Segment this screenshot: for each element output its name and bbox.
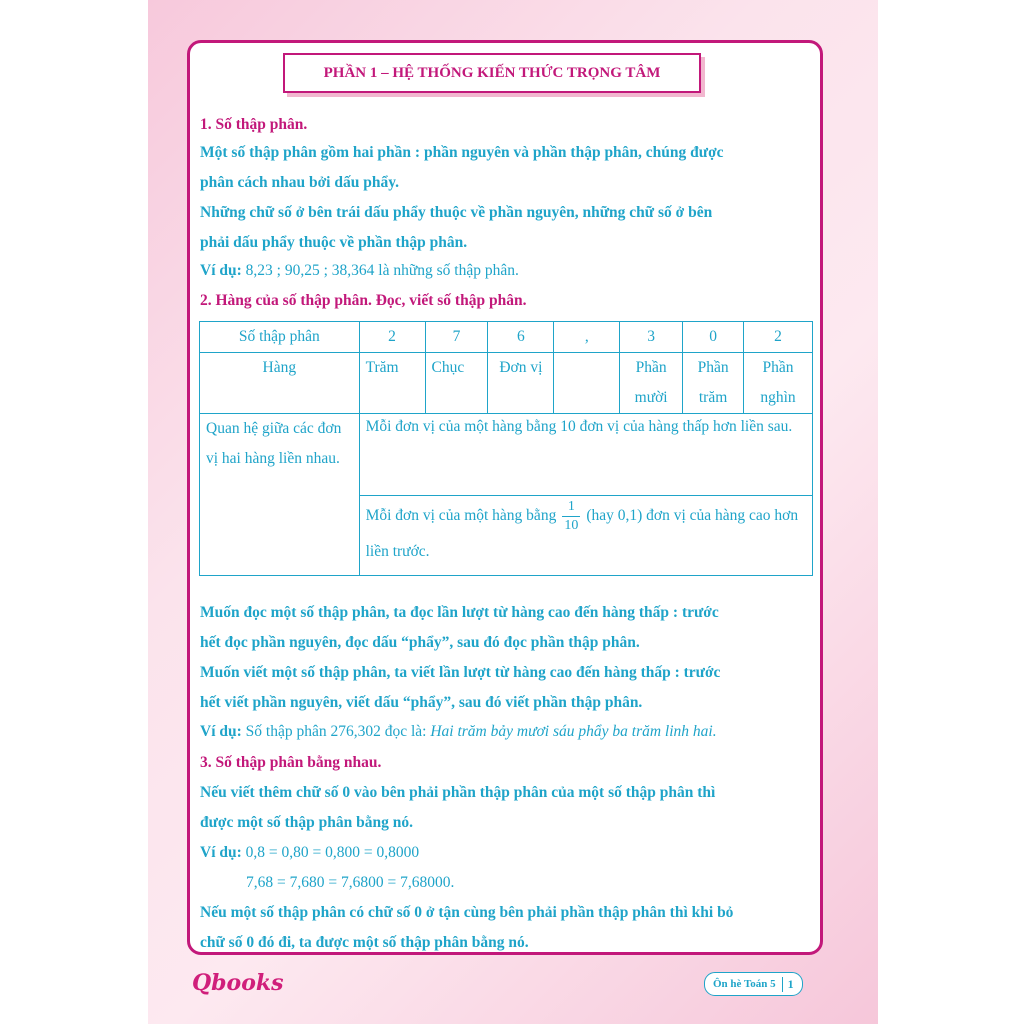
s2-example — [200, 717, 717, 747]
table-row-place — [200, 353, 813, 414]
read-line2: hết đọc phần nguyên, đọc dấu “phẩy”, sau đó đọc phần thập phân. — [200, 634, 640, 651]
footer-badge — [704, 972, 803, 996]
example-italic: Hai trăm bảy mươi sáu phẩy ba trăm linh hai. — [430, 723, 717, 740]
s3-p2-line2: chữ số 0 đó đi, ta được một số thập phân bằng nó. — [200, 934, 529, 951]
example-text: Số thập phân 276,302 đọc là: — [241, 723, 431, 740]
table-cell: 7 — [425, 322, 488, 353]
s3-p2-line1: Nếu một số thập phân có chữ số 0 ở tận cùng bên phải phần thập phân thì khi bỏ — [200, 904, 734, 921]
relation-2-after: (hay 0,1) đơn vị của hàng cao hơn liền trước. — [365, 507, 799, 560]
table-cell: , — [554, 322, 620, 353]
table-cell: 3 — [620, 322, 683, 353]
example-line1: 0,8 = 0,80 = 0,800 = 0,8000 — [241, 844, 420, 861]
table-cell: Trăm — [359, 353, 425, 414]
fraction-numerator: 1 — [562, 498, 580, 517]
place-value-table — [199, 321, 813, 576]
s3-p1-line1: Nếu viết thêm chữ số 0 vào bên phải phần thập phân của một số thập phân thì — [200, 784, 716, 801]
relation-2 — [359, 496, 812, 576]
example-label: Ví dụ: — [200, 844, 242, 861]
heading-2: 2. Hàng của số thập phân. Đọc, viết số thập phân. — [200, 292, 527, 309]
read-line1: Muốn đọc một số thập phân, ta đọc lần lượt từ hàng cao đến hàng thấp : trước — [200, 604, 719, 621]
s1-example — [200, 256, 519, 286]
table-cell: 0 — [683, 322, 744, 353]
s1-p2-line2: phải dấu phẩy thuộc về phần thập phân. — [200, 234, 468, 251]
section-title: PHẦN 1 – HỆ THỐNG KIẾN THỨC TRỌNG TÂM — [323, 64, 661, 81]
write-line2: hết viết phần nguyên, viết dấu “phẩy”, sau đó viết phần thập phân. — [200, 694, 643, 711]
table-cell: 2 — [744, 322, 813, 353]
page-number: 1 — [782, 977, 794, 992]
heading-1: 1. Số thập phân. — [200, 116, 308, 133]
table-row-number — [200, 322, 813, 353]
table-cell: Hàng — [200, 353, 360, 414]
table-cell — [554, 353, 620, 414]
relation-label: Quan hệ giữa các đơn vị hai hàng liền nhau. — [200, 414, 360, 576]
fraction — [562, 498, 580, 535]
table-row-relation-1 — [200, 414, 813, 496]
section-title-box — [283, 53, 701, 93]
s1-p1-line1: Một số thập phân gồm hai phần : phần nguyên và phần thập phân, chúng được — [200, 144, 724, 161]
table-cell: Phần trăm — [683, 353, 744, 414]
table-cell: Phần mười — [620, 353, 683, 414]
example-label: Ví dụ: — [200, 723, 242, 740]
s3-p1-line2: được một số thập phân bằng nó. — [200, 814, 413, 831]
example-label: Ví dụ: — [200, 262, 242, 279]
table-cell: Chục — [425, 353, 488, 414]
relation-1: Mỗi đơn vị của một hàng bằng 10 đơn vị của hàng thấp hơn liền sau. — [359, 414, 812, 496]
table-cell: 2 — [359, 322, 425, 353]
heading-3: 3. Số thập phân bằng nhau. — [200, 754, 382, 771]
table-cell: Số thập phân — [200, 322, 360, 353]
example-text: 8,23 ; 90,25 ; 38,364 là những số thập phân. — [241, 262, 519, 279]
fraction-denominator: 10 — [564, 518, 579, 533]
s3-example — [200, 838, 419, 868]
s1-p1-line2: phân cách nhau bởi dấu phẩy. — [200, 174, 399, 191]
s3-example-line2: 7,68 = 7,680 = 7,6800 = 7,68000. — [246, 874, 455, 891]
write-line1: Muốn viết một số thập phân, ta viết lần lượt từ hàng cao đến hàng thấp : trước — [200, 664, 721, 681]
table-cell: 6 — [488, 322, 554, 353]
relation-2-before: Mỗi đơn vị của một hàng bằng — [365, 507, 557, 525]
qbooks-logo: Qbooks — [192, 970, 284, 996]
s1-p2-line1: Những chữ số ở bên trái dấu phẩy thuộc về phần nguyên, những chữ số ở bên — [200, 204, 713, 221]
table-cell: Phần nghìn — [744, 353, 813, 414]
book-title: Ôn hè Toán 5 — [713, 978, 776, 990]
table-cell: Đơn vị — [488, 353, 554, 414]
